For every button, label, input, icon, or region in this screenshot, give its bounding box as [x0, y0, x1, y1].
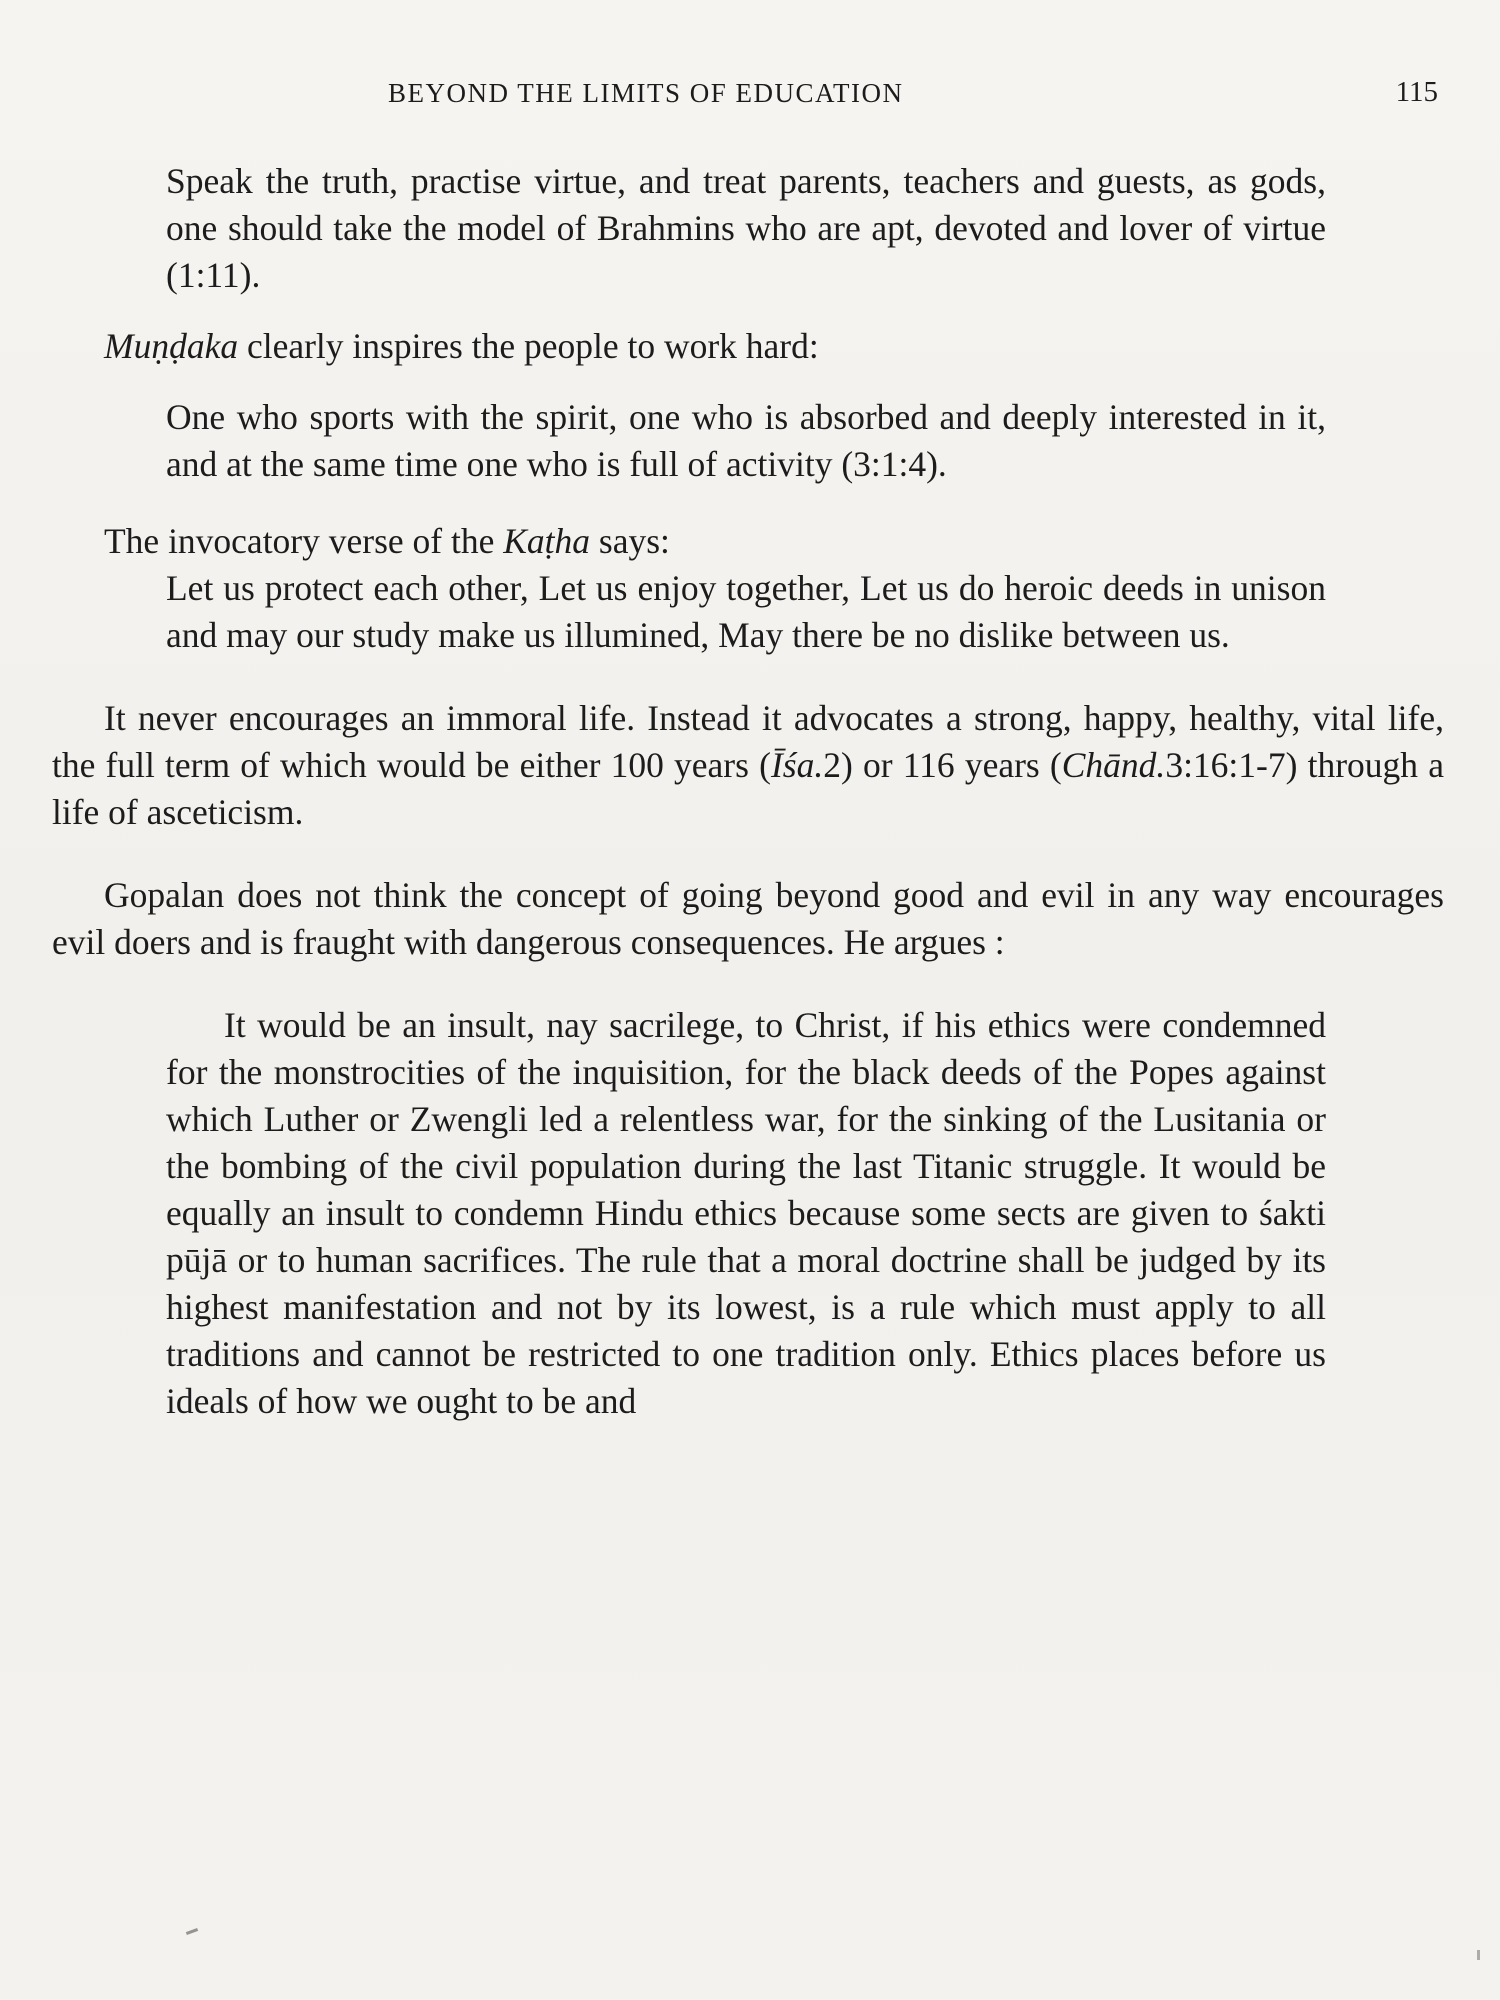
chand-ref: Chānd. — [1061, 745, 1166, 785]
quote-taittiriya: Speak the truth, practise virtue, and treat parents, teachers and guests, as gods, one should take the model of Brahmins who are apt, devoted and lover of virtue (1:11). — [166, 161, 1326, 295]
quote-gopalan: It would be an insult, nay sacrilege, to Christ, if his ethics were condemned for the monstrocities of the inquisition, for the black deeds of the Popes against which Luther or Zwengli led a relentless war, for the sinking of the Lusitania or the bombing of the civil population during the last Titanic struggle. It would be equally an insult to condemn Hindu ethics because some sects are given to śakti pūjā or to human sacrifices. The rule that a moral doctrine shall be judged by its highest manifestation and not by its lowest, is a rule which must apply to all traditions and cannot be restricted to one tradition only. Ethics places before us ideals of how we ought to be and — [166, 1005, 1326, 1421]
p3-part-e: 3:16:1-7) through a life of asceticism. — [52, 745, 1444, 832]
katha-after: says: — [590, 521, 670, 561]
quote-mundaka: One who sports with the spirit, one who is absorbed and deeply interested in it, and at the same time one who is full of activity (3:1:4). — [166, 397, 1326, 484]
katha-title: Kaṭha — [503, 521, 591, 561]
mundaka-title: Muṇḍaka — [104, 326, 239, 366]
paragraph-katha — [104, 518, 1444, 565]
ink-speck-edge — [1477, 1950, 1480, 1960]
p3-part-a: It never encourages an immoral life. Instead it advocates a strong, happy, healthy, vital life, the full term of which would be either 100 years ( — [52, 698, 1444, 785]
p3-part-c: 2) or 116 years ( — [823, 745, 1062, 785]
page-body — [52, 158, 1444, 1425]
isa-ref: Īśa. — [770, 745, 824, 785]
ink-speck — [186, 1928, 198, 1935]
page-header — [0, 78, 1500, 118]
paragraph-immoral-life — [52, 695, 1444, 836]
mundaka-text: clearly inspires the people to work hard: — [238, 326, 819, 366]
paragraph-gopalan: Gopalan does not think the concept of going beyond good and evil in any way encourages evil doers and is fraught with dangerous consequences. He argues : — [52, 875, 1444, 962]
paragraph-mundaka — [104, 323, 1444, 370]
quote-katha: Let us protect each other, Let us enjoy together, Let us do heroic deeds in unison and may our study make us illumined, May there be no dislike between us. — [166, 568, 1326, 655]
page-number: 115 — [1395, 76, 1438, 108]
katha-before: The invocatory verse of the — [104, 521, 504, 561]
running-title: BEYOND THE LIMITS OF EDUCATION — [388, 78, 904, 108]
